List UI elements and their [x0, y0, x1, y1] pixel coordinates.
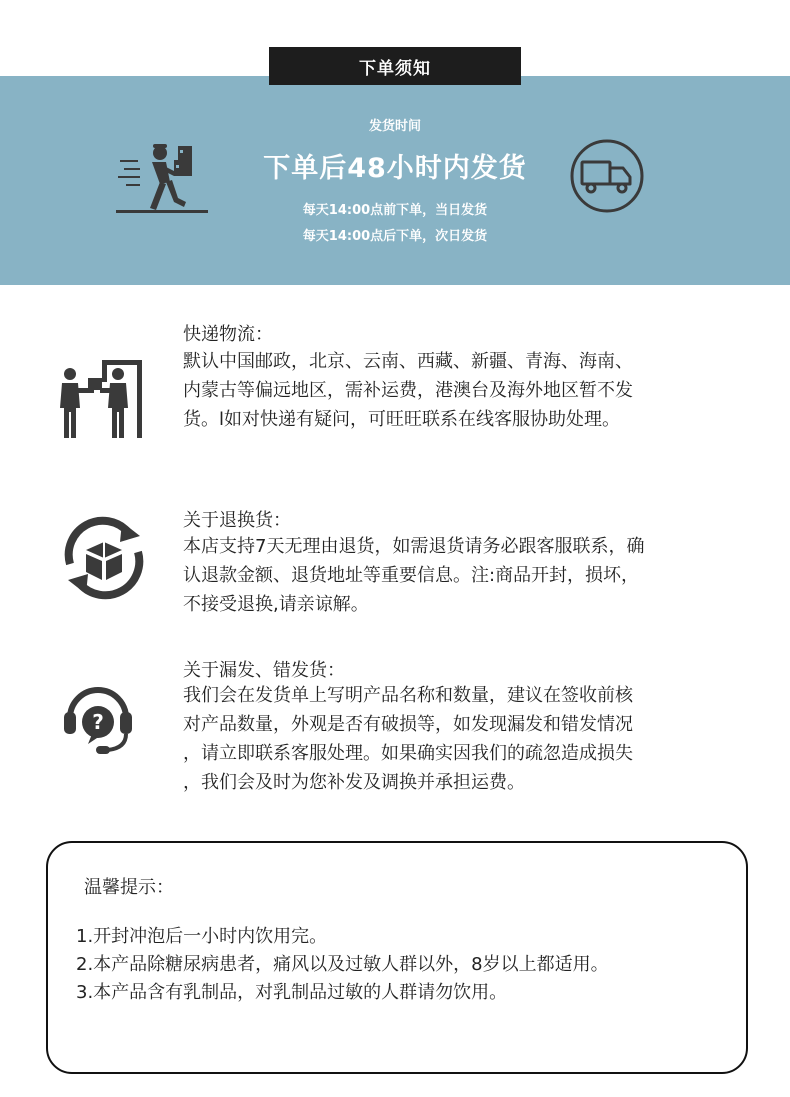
section-line: 我们会在发货单上写明产品名称和数量，建议在签收前核	[183, 685, 633, 706]
section-line: 默认中国邮政，北京、云南、西藏、新疆、青海、海南、	[183, 351, 633, 372]
section-title: 关于退换货：	[183, 510, 291, 531]
section-line: 本店支持7天无理由退货，如需退货请务必跟客服联系，确	[183, 536, 645, 557]
tips-title: 温馨提示：	[84, 877, 174, 898]
section-line: 认退款金额、退货地址等重要信息。注:商品开封，损坏，	[183, 565, 640, 586]
section-line: ，我们会及时为您补发及调换并承担运费。	[183, 772, 525, 793]
truck-icon	[568, 137, 646, 215]
tips-list	[76, 923, 609, 1007]
section-title: 关于漏发、错发货：	[183, 660, 345, 681]
tip-item: 2.本产品除糖尿病患者，痛风以及过敏人群以外，8岁以上都适用。	[76, 954, 609, 975]
banner-headline: 下单后48小时内发货	[263, 153, 527, 184]
section-line: ，请立即联系客服处理。如果确实因我们的疏忽造成损失	[183, 743, 633, 764]
section-line: 不接受退换,请亲谅解。	[183, 594, 369, 615]
section-body	[183, 347, 743, 434]
section-line: 对产品数量，外观是否有破损等，如发现漏发和错发情况	[183, 714, 633, 735]
tips-box	[46, 841, 748, 1074]
tip-item: 1.开封冲泡后一小时内饮用完。	[76, 926, 328, 947]
customer-service-icon	[56, 672, 152, 768]
shipping-time-banner	[0, 76, 790, 285]
svg-text:?: ?	[92, 710, 104, 734]
section-line: 内蒙古等偏远地区，需补运费，港澳台及海外地区暂不发	[183, 380, 633, 401]
delivery-handover-icon	[56, 352, 152, 448]
page-title: 下单须知	[269, 47, 521, 85]
banner-label: 发货时间	[368, 119, 421, 134]
banner-line: 每天14:00点前下单，当日发货	[302, 203, 488, 218]
section-line: 货。l如对快递有疑问，可旺旺联系在线客服协助处理。	[183, 409, 620, 430]
section-body	[183, 532, 743, 619]
section-title: 快递物流：	[183, 324, 273, 345]
section-body	[183, 681, 743, 797]
return-exchange-icon	[56, 510, 152, 606]
banner-line: 每天14:00点后下单，次日发货	[302, 229, 488, 244]
tip-item: 3.本产品含有乳制品，对乳制品过敏的人群请勿饮用。	[76, 982, 508, 1003]
